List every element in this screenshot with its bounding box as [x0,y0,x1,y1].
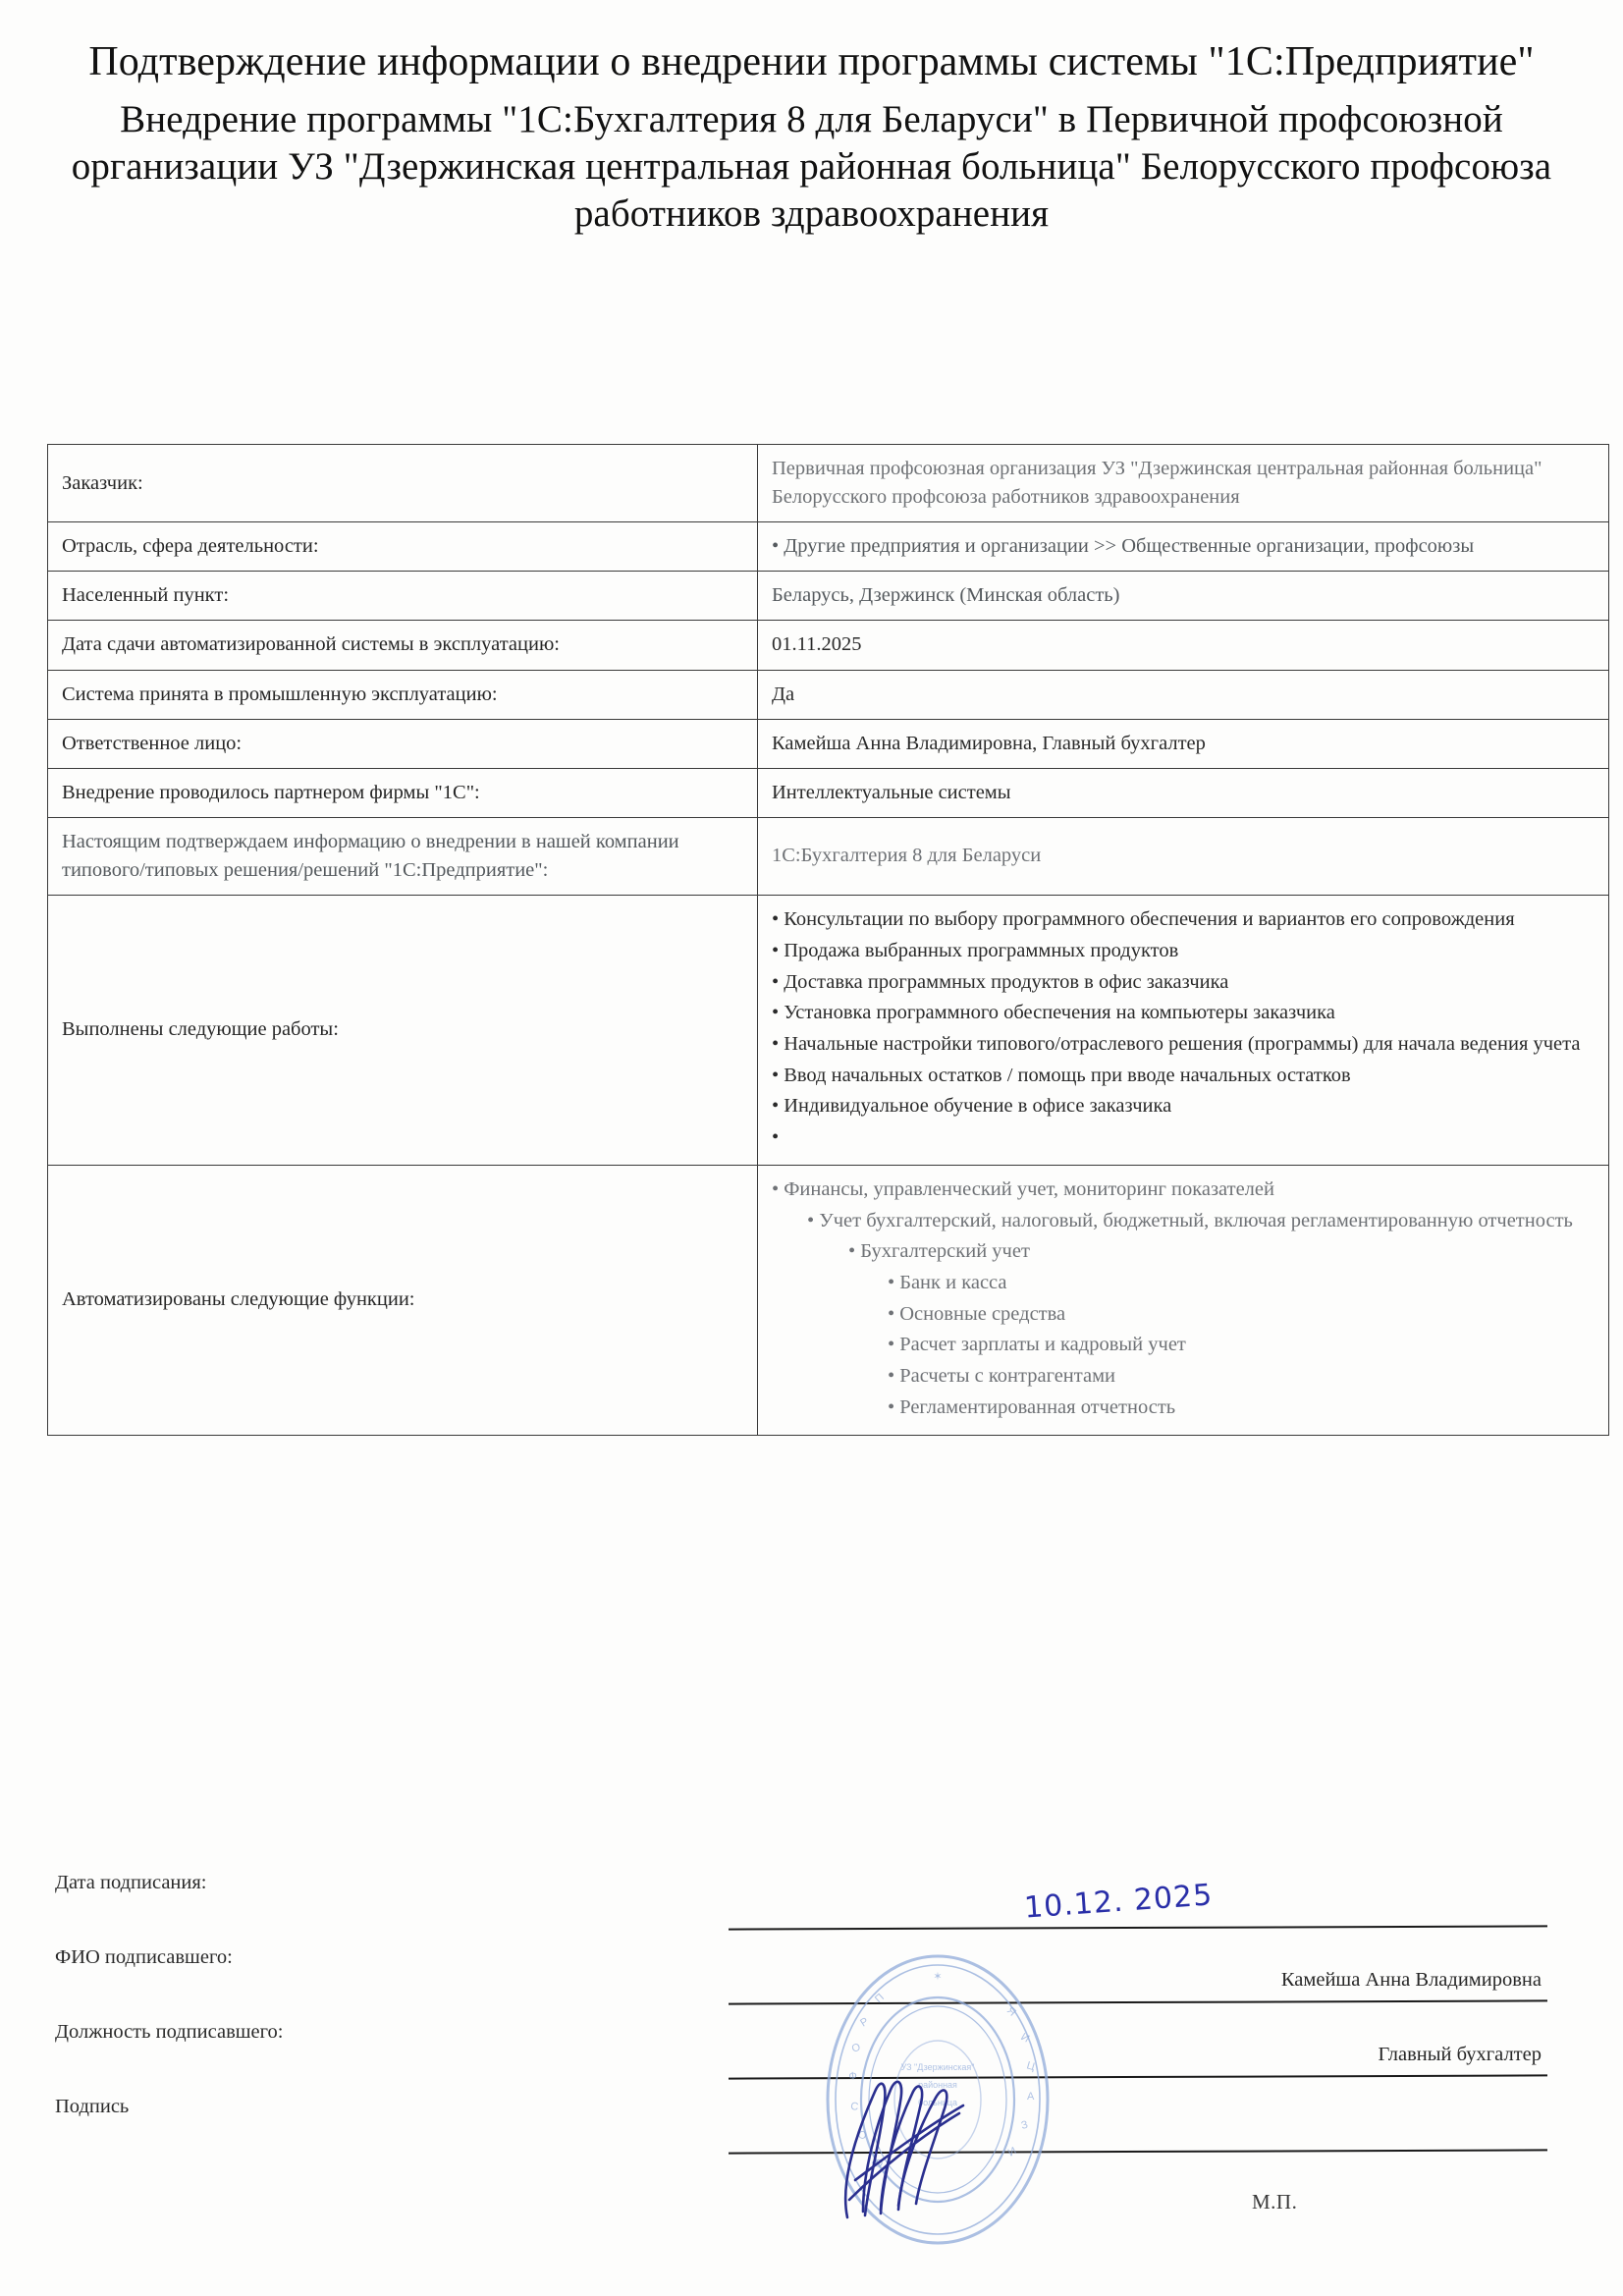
svg-text:Ю: Ю [869,2155,886,2171]
function-item [772,1394,1595,1423]
bullet-icon: • [772,1126,780,1149]
row-label-works: Выполнены следующие работы: [48,896,758,1166]
svg-text:П: П [872,1992,887,2006]
work-item-label: Ввод начальных остатков / помощь при вводе начальных остатков [784,1064,1351,1086]
work-item [772,1123,1595,1153]
svg-text:больница: больница [917,2098,958,2107]
function-item [772,1300,1595,1330]
row-value-solution: 1С:Бухгалтерия 8 для Беларуси [758,817,1609,895]
function-item [772,1362,1595,1392]
table-row [48,445,1609,522]
function-item-label: Бухгалтерский учет [860,1240,1030,1263]
table-row-works [48,896,1609,1166]
work-item [772,1030,1595,1060]
bullet-icon: • [772,1177,780,1200]
work-item [772,1062,1595,1091]
work-item-label: Установка программного обеспечения на компьютеры заказчика [784,1002,1335,1024]
function-item-label: Учет бухгалтерский, налоговый, бюджетный, включая регламентированную отчетность [819,1209,1573,1231]
bullet-icon: • [888,1272,895,1293]
row-value-works [758,896,1609,1166]
row-value-functions [758,1165,1609,1435]
row-value-industry: • Другие предприятия и организации >> Общественные организации, профсоюзы [758,522,1609,572]
row-label-partner: Внедрение проводилось партнером фирмы "1С": [48,768,758,817]
bullet-icon: • [772,1064,780,1086]
svg-text:З: З [1019,2118,1030,2132]
signature-position-value: Главный бухгалтер [1378,2044,1542,2065]
signature-row-name [47,1929,1553,2006]
page-subtitle: Внедрение программы "1С:Бухгалтерия 8 для Беларуси" в Первичной профсоюзной организации УЗ "Дзержинская центральная районная больница" Белорусского профсоюза работников здравоохранения [71,98,1552,235]
table-row [48,670,1609,719]
svg-text:Р: Р [858,2015,871,2030]
svg-text:Я: Я [1003,2004,1018,2019]
function-item [772,1269,1595,1298]
table-row [48,817,1609,895]
row-label-accepted: Система принята в промышленную эксплуатацию: [48,670,758,719]
row-value-accepted: Да [758,670,1609,719]
bullet-icon: • [772,939,780,961]
row-label-commissioning-date: Дата сдачи автоматизированной системы в эксплуатацию: [48,621,758,670]
function-item [772,1207,1595,1236]
work-item-label: Индивидуальное обучение в офисе заказчика [784,1095,1172,1118]
table-row [48,719,1609,768]
works-list [772,905,1595,1153]
row-value-locality: Беларусь, Дзержинск (Минская область) [758,572,1609,621]
bullet-icon: • [772,1032,780,1055]
bullet-icon: • [772,908,780,931]
work-item [772,905,1595,935]
function-item [772,1331,1595,1360]
bullet-icon: • [848,1240,856,1263]
svg-text:Ф: Ф [847,2069,858,2083]
table-row [48,572,1609,621]
bullet-icon: • [888,1395,895,1418]
work-item-label: Консультации по выбору программного обеспечения и вариантов его сопровождения [784,908,1515,931]
svg-text:УЗ "Дзержинская": УЗ "Дзержинская" [900,2062,975,2072]
bullet-icon: • [772,970,780,993]
signature-row-date [47,1854,1553,1929]
signature-label: Подпись [55,2096,130,2117]
work-item [772,999,1595,1028]
svg-text:Ц: Ц [1025,2059,1037,2074]
svg-text:И: И [1005,2145,1019,2159]
implementation-info-table [47,444,1609,1436]
row-value-customer: Первичная профсоюзная организация УЗ "Дзержинская центральная районная больница" Белорусского профсоюза работников здравоохранения [758,445,1609,522]
handwritten-date-value: 10.12. 2025 [1023,1878,1215,1926]
function-item-label: Банк и касса [899,1272,1007,1293]
work-item-label: Доставка программных продуктов в офис заказчика [784,970,1229,993]
work-item-label: Продажа выбранных программных продуктов [784,939,1179,961]
signature-rule [729,2149,1547,2154]
svg-text:И: И [1018,2031,1032,2046]
row-value-responsible-person: Камейша Анна Владимировна, Главный бухгалтер [758,719,1609,768]
svg-text:✶: ✶ [933,1971,943,1983]
svg-text:районная: районная [918,2080,957,2090]
row-label-functions: Автоматизированы следующие функции: [48,1165,758,1435]
signature-row-signature [47,2078,1553,2153]
function-item-label: Расчеты с контрагентами [899,1365,1116,1388]
bullet-icon: • [888,1334,895,1356]
bullet-icon: • [772,1095,780,1118]
function-item [772,1175,1595,1205]
signature-date-label: Дата подписания: [55,1872,207,1893]
work-item [772,1092,1595,1121]
stamp-place-mark: М.П. [1252,2190,1298,2214]
table-row [48,621,1609,670]
function-item-label: Финансы, управленческий учет, мониторинг показателей [784,1177,1274,1200]
functions-list [772,1175,1595,1423]
function-item [772,1237,1595,1267]
work-item [772,968,1595,998]
bullet-icon: • [888,1365,895,1388]
row-label-locality: Населенный пункт: [48,572,758,621]
row-label-industry: Отрасль, сфера деятельности: [48,522,758,572]
function-item-label: Регламентированная отчетность [899,1395,1176,1418]
function-item-label: Основные средства [899,1302,1066,1325]
signature-name-value: Камейша Анна Владимировна [1280,1969,1542,1991]
row-label-customer: Заказчик: [48,445,758,522]
svg-text:О: О [855,2128,869,2143]
bullet-icon: • [772,1002,780,1024]
signature-position-label: Должность подписавшего: [55,2021,284,2043]
svg-text:А: А [1027,2091,1035,2103]
svg-text:О: О [849,2041,863,2055]
bullet-icon: • [807,1209,815,1231]
svg-text:С: С [849,2101,859,2113]
bullet-icon: • [888,1302,895,1325]
signature-name-label: ФИО подписавшего: [55,1946,233,1968]
row-value-commissioning-date: 01.11.2025 [758,621,1609,670]
signature-block [47,1854,1553,2153]
row-label-responsible-person: Ответственное лицо: [48,719,758,768]
page-title: Подтверждение информации о внедрении программы системы "1С:Предприятие" [88,39,1535,84]
document-title-block [59,37,1564,237]
table-row [48,768,1609,817]
table-row [48,522,1609,572]
function-item-label: Расчет зарплаты и кадровый учет [899,1334,1186,1356]
signature-row-position [47,2003,1553,2078]
work-item-label: Начальные настройки типового/отраслевого решения (программы) для начала ведения учета [784,1032,1581,1055]
work-item [772,937,1595,966]
row-label-confirmation: Настоящим подтверждаем информацию о внедрении в нашей компании типового/типовых решения/решений "1С:Предприятие": [48,817,758,895]
row-value-partner: Интеллектуальные системы [758,768,1609,817]
table-row-functions [48,1165,1609,1435]
